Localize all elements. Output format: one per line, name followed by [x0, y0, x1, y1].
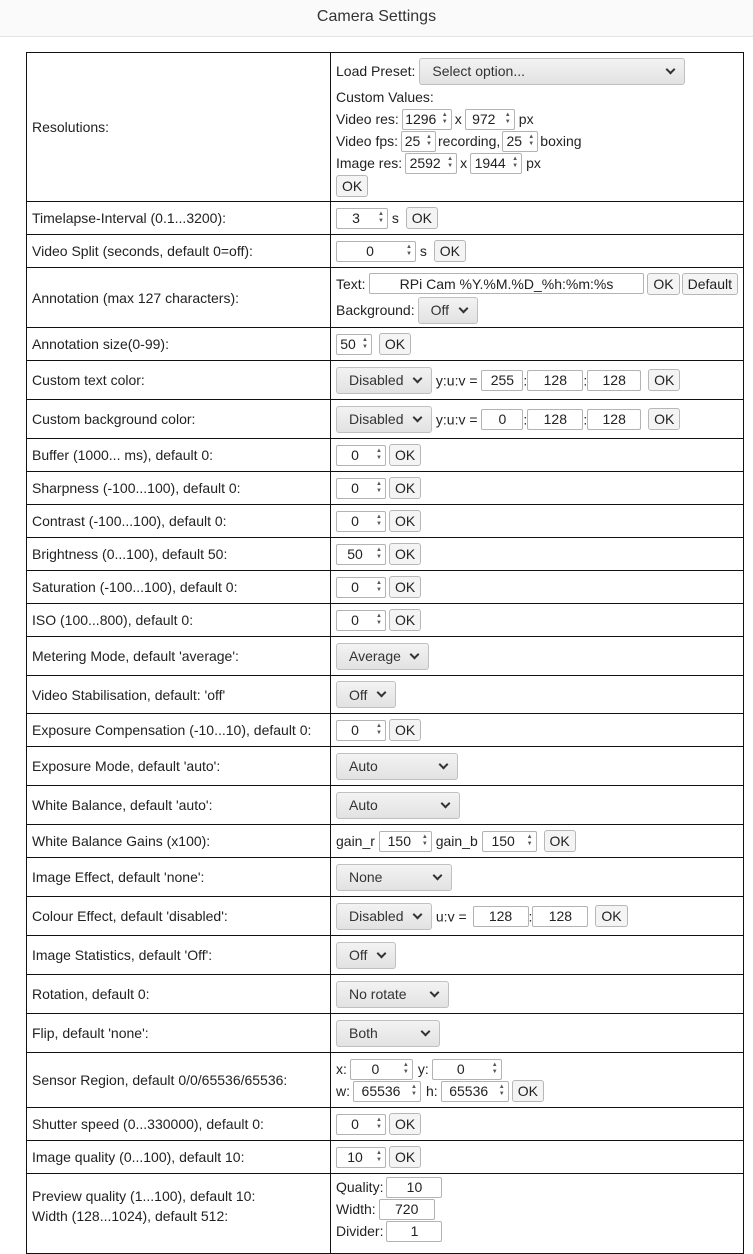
custom-text-y-value: 255	[490, 372, 515, 388]
exposure-mode-value: Auto	[349, 758, 378, 774]
label-flip: Flip, default 'none':	[27, 1014, 331, 1053]
spinner-icon[interactable]: ▲ ▼	[447, 156, 454, 169]
timelapse-value: 3	[352, 210, 360, 226]
label-preview	[27, 1174, 331, 1254]
row-image-effect	[27, 858, 744, 897]
saturation-ok-button[interactable]: OK	[389, 576, 421, 598]
colour-effect-v-value: 128	[548, 908, 573, 924]
spinner-icon[interactable]: ▲ ▼	[491, 1062, 498, 1075]
contrast-input[interactable]	[336, 511, 386, 532]
preview-quality-input[interactable]	[386, 1177, 442, 1198]
separator: :	[523, 372, 528, 388]
image-effect-value: None	[349, 869, 383, 885]
label-shutter: Shutter speed (0...330000), default 0:	[27, 1108, 331, 1141]
video-height-input[interactable]	[465, 109, 515, 130]
gain-r-input[interactable]	[379, 831, 432, 852]
recording-label: recording,	[438, 133, 501, 149]
row-flip	[27, 1014, 744, 1053]
row-wb-gains	[27, 825, 744, 858]
spinner-icon[interactable]: ▲ ▼	[376, 481, 382, 494]
chevron-down-icon	[377, 948, 387, 958]
custom-bg-color-select[interactable]	[336, 406, 432, 433]
custom-text-yuv-label: y:u:v =	[435, 372, 478, 388]
preview-quality-value: 10	[406, 1179, 423, 1195]
exposure-comp-ok-button[interactable]: OK	[389, 719, 421, 741]
spinner-icon[interactable]: ▲ ▼	[376, 1117, 382, 1130]
iso-value: 0	[351, 612, 359, 628]
white-balance-select[interactable]	[336, 792, 460, 819]
custom-bg-v-input[interactable]	[587, 409, 641, 430]
brightness-value: 50	[347, 546, 363, 562]
row-shutter	[27, 1108, 744, 1141]
colour-effect-u-value: 128	[488, 908, 513, 924]
video-split-unit: s	[419, 243, 427, 259]
video-width-value: 1296	[405, 111, 437, 127]
label-annotation-size: Annotation size(0-99):	[27, 328, 331, 361]
annotation-text-input[interactable]	[369, 273, 645, 294]
custom-text-color-select[interactable]	[336, 367, 432, 394]
custom-text-y-input[interactable]	[481, 370, 523, 391]
image-res-px: px	[526, 155, 541, 171]
label-annotation: Annotation (max 127 characters):	[27, 268, 331, 328]
load-preset-select[interactable]	[419, 58, 685, 85]
fps-recording-value: 25	[404, 133, 421, 149]
video-height-value: 972	[472, 111, 496, 127]
gain-b-value: 150	[491, 833, 515, 849]
label-sharpness: Sharpness (-100...100), default 0:	[27, 472, 331, 505]
colour-effect-u-input[interactable]	[473, 906, 529, 927]
flip-value: Both	[349, 1025, 378, 1041]
chevron-down-icon	[433, 870, 443, 880]
buffer-value: 0	[351, 447, 359, 463]
sensor-w-input[interactable]	[353, 1081, 421, 1102]
row-sensor-region	[27, 1053, 744, 1108]
row-image-statistics	[27, 936, 744, 975]
label-preview-quality: Preview quality (1...100), default 10:	[32, 1188, 256, 1204]
row-custom-text-color	[27, 361, 744, 400]
gain-r-label: gain_r	[336, 833, 375, 849]
wb-gains-ok-button[interactable]: OK	[544, 830, 576, 852]
row-exposure-mode	[27, 747, 744, 786]
row-metering	[27, 637, 744, 676]
custom-bg-v-value: 128	[602, 411, 626, 427]
row-timelapse	[27, 202, 744, 235]
video-split-value: 0	[366, 243, 374, 259]
separator: :	[583, 411, 588, 427]
image-width-input[interactable]	[405, 153, 457, 174]
stabilisation-value: Off	[349, 686, 368, 703]
preview-divider-value: 1	[410, 1223, 419, 1239]
rotation-select[interactable]	[336, 981, 449, 1008]
spinner-icon[interactable]: ▲ ▼	[362, 337, 368, 350]
exposure-comp-value: 0	[351, 722, 359, 738]
custom-bg-y-value: 0	[498, 411, 507, 427]
row-saturation	[27, 571, 744, 604]
chevron-down-icon	[666, 64, 676, 74]
label-sensor-region: Sensor Region, default 0/0/65536/65536:	[27, 1053, 331, 1108]
spinner-icon[interactable]: ▲ ▼	[526, 834, 533, 847]
image-res-label: Image res:	[336, 155, 403, 171]
custom-bg-color-ok-button[interactable]: OK	[648, 408, 680, 430]
colour-effect-mode: Disabled	[349, 908, 404, 924]
load-preset-value: Select option...	[432, 63, 526, 79]
chevron-down-icon	[430, 987, 440, 997]
row-resolutions	[27, 53, 744, 202]
row-video-split	[27, 235, 744, 268]
spinner-icon[interactable]: ▲ ▼	[406, 244, 412, 257]
shutter-value: 0	[351, 1116, 359, 1132]
preview-divider-input[interactable]	[386, 1221, 442, 1242]
spinner-icon[interactable]: ▲ ▼	[376, 1150, 382, 1163]
white-balance-value: Auto	[349, 797, 378, 813]
colour-effect-select[interactable]	[336, 903, 432, 930]
sensor-x-input[interactable]	[350, 1059, 413, 1080]
annotation-default-button[interactable]: Default	[682, 273, 738, 295]
label-rotation: Rotation, default 0:	[27, 975, 331, 1014]
annotation-background-select[interactable]	[418, 297, 478, 324]
sensor-y-input[interactable]	[432, 1059, 502, 1080]
spinner-icon[interactable]: ▲ ▼	[378, 211, 384, 224]
chevron-down-icon	[458, 303, 468, 313]
label-saturation: Saturation (-100...100), default 0:	[27, 571, 331, 604]
fps-recording-input[interactable]	[401, 131, 436, 152]
label-iso: ISO (100...800), default 0:	[27, 604, 331, 637]
timelapse-unit: s	[391, 210, 399, 226]
label-image-quality: Image quality (0...100), default 10:	[27, 1141, 331, 1174]
row-stabilisation	[27, 676, 744, 714]
custom-text-color-ok-button[interactable]: OK	[648, 369, 680, 391]
label-colour-effect: Colour Effect, default 'disabled':	[27, 897, 331, 936]
spinner-icon[interactable]: ▲ ▼	[376, 514, 382, 527]
sensor-region-ok-button[interactable]: OK	[512, 1080, 544, 1102]
video-res-px: px	[518, 111, 534, 127]
custom-text-u-input[interactable]	[527, 370, 583, 391]
image-effect-select[interactable]	[336, 864, 452, 891]
spinner-icon[interactable]: ▲ ▼	[376, 547, 382, 560]
fps-boxing-input[interactable]	[502, 131, 538, 152]
chevron-down-icon	[413, 373, 423, 383]
timelapse-ok-button[interactable]: OK	[406, 207, 438, 229]
spinner-icon[interactable]: ▲ ▼	[411, 1084, 417, 1097]
separator: :	[523, 411, 528, 427]
spinner-icon[interactable]: ▲ ▼	[504, 112, 511, 125]
page-header	[0, 0, 753, 37]
annotation-ok-button[interactable]: OK	[647, 273, 679, 295]
shutter-input[interactable]	[336, 1114, 386, 1135]
spinner-icon[interactable]: ▲ ▼	[498, 1084, 505, 1097]
image-quality-ok-button[interactable]: OK	[389, 1146, 421, 1168]
separator: :	[583, 372, 588, 388]
timelapse-input[interactable]	[336, 208, 388, 229]
spinner-icon[interactable]: ▲ ▼	[402, 1062, 409, 1075]
label-image-statistics: Image Statistics, default 'Off':	[27, 936, 331, 975]
metering-select[interactable]	[336, 643, 429, 670]
preview-width-label: Width:	[336, 1201, 376, 1217]
row-image-quality	[27, 1141, 744, 1174]
video-split-ok-button[interactable]: OK	[434, 240, 466, 262]
sensor-h-value: 65536	[449, 1083, 489, 1099]
chevron-down-icon	[377, 688, 387, 698]
spinner-icon[interactable]: ▲ ▼	[512, 156, 519, 169]
custom-text-v-input[interactable]	[587, 370, 641, 391]
chevron-down-icon	[413, 909, 423, 919]
image-statistics-value: Off	[349, 947, 368, 963]
custom-bg-u-input[interactable]	[527, 409, 583, 430]
custom-values-label: Custom Values:	[336, 89, 434, 105]
row-iso	[27, 604, 744, 637]
sensor-y-value: 0	[456, 1061, 465, 1077]
spinner-icon[interactable]: ▲ ▼	[421, 834, 428, 847]
label-timelapse: Timelapse-Interval (0.1...3200):	[27, 202, 331, 235]
preview-divider-label: Divider:	[336, 1223, 384, 1239]
spinner-icon[interactable]: ▲ ▼	[376, 613, 382, 626]
exposure-mode-select[interactable]	[336, 753, 458, 780]
sensor-x-value: 0	[371, 1061, 380, 1077]
saturation-input[interactable]	[336, 577, 386, 598]
label-buffer: Buffer (1000... ms), default 0:	[27, 439, 331, 472]
load-preset-label: Load Preset:	[336, 63, 416, 79]
label-image-effect: Image Effect, default 'none':	[27, 858, 331, 897]
row-annotation	[27, 268, 744, 328]
chevron-down-icon	[413, 412, 423, 422]
row-white-balance	[27, 786, 744, 825]
image-height-input[interactable]	[470, 153, 522, 174]
gain-r-value: 150	[387, 833, 411, 849]
row-contrast	[27, 505, 744, 538]
preview-width-value: 720	[395, 1201, 419, 1217]
label-wb-gains: White Balance Gains (x100):	[27, 825, 331, 858]
row-annotation-size	[27, 328, 744, 361]
preview-quality-label: Quality:	[336, 1179, 384, 1195]
sharpness-value: 0	[351, 480, 359, 496]
brightness-ok-button[interactable]: OK	[389, 543, 421, 565]
sensor-h-label: h:	[426, 1083, 438, 1099]
annotation-text-label: Text:	[336, 275, 366, 292]
annotation-size-input[interactable]	[336, 334, 372, 355]
custom-text-v-value: 128	[602, 372, 626, 388]
row-exposure-comp	[27, 714, 744, 747]
sensor-w-value: 65536	[361, 1083, 401, 1099]
label-white-balance: White Balance, default 'auto':	[27, 786, 331, 825]
resolutions-ok-button[interactable]: OK	[336, 175, 368, 197]
sensor-h-input[interactable]	[441, 1081, 509, 1102]
image-quality-value: 10	[347, 1149, 363, 1165]
boxing-label: boxing	[540, 133, 582, 149]
settings-table	[26, 52, 744, 1254]
image-quality-input[interactable]	[336, 1147, 386, 1168]
iso-input[interactable]	[336, 610, 386, 631]
label-video-split: Video Split (seconds, default 0=off):	[27, 235, 331, 268]
label-stabilisation: Video Stabilisation, default: 'off'	[27, 676, 331, 714]
spinner-icon[interactable]: ▲ ▼	[441, 112, 448, 125]
metering-value: Average	[349, 648, 401, 664]
preview-width-input[interactable]	[379, 1199, 435, 1220]
saturation-value: 0	[351, 579, 359, 595]
image-height-value: 1944	[474, 155, 506, 171]
row-sharpness	[27, 472, 744, 505]
annotation-size-ok-button[interactable]: OK	[379, 333, 411, 355]
sharpness-ok-button[interactable]: OK	[389, 477, 421, 499]
rotation-value: No rotate	[349, 986, 407, 1002]
row-preview	[27, 1174, 744, 1254]
sensor-w-label: w:	[336, 1083, 350, 1099]
separator: :	[528, 908, 533, 924]
custom-text-color-mode: Disabled	[349, 372, 404, 388]
buffer-ok-button[interactable]: OK	[389, 444, 421, 466]
gain-b-input[interactable]	[482, 831, 537, 852]
video-res-label: Video res:	[336, 111, 399, 127]
label-brightness: Brightness (0...100), default 50:	[27, 538, 331, 571]
label-contrast: Contrast (-100...100), default 0:	[27, 505, 331, 538]
colour-effect-v-input[interactable]	[532, 906, 588, 927]
sensor-y-label: y:	[417, 1061, 429, 1077]
image-res-x: x	[460, 155, 468, 171]
colour-effect-ok-button[interactable]: OK	[595, 905, 627, 927]
spinner-icon[interactable]: ▲ ▼	[376, 448, 382, 461]
custom-bg-y-input[interactable]	[481, 409, 523, 430]
gain-b-label: gain_b	[435, 833, 478, 849]
label-custom-text-color: Custom text color:	[27, 361, 331, 400]
custom-text-u-value: 128	[543, 372, 567, 388]
image-width-value: 2592	[409, 155, 441, 171]
image-statistics-select[interactable]	[336, 942, 396, 969]
spinner-icon[interactable]: ▲ ▼	[528, 134, 535, 147]
row-brightness	[27, 538, 744, 571]
annotation-text-value: RPi Cam %Y.%M.%D_%h:%m:%s	[399, 275, 614, 292]
annotation-size-value: 50	[340, 336, 356, 352]
video-width-input[interactable]	[402, 109, 452, 130]
sharpness-input[interactable]	[336, 478, 386, 499]
label-exposure-mode: Exposure Mode, default 'auto':	[27, 747, 331, 786]
iso-ok-button[interactable]: OK	[389, 609, 421, 631]
custom-bg-u-value: 128	[543, 411, 567, 427]
label-exposure-comp: Exposure Compensation (-10...10), default 0:	[27, 714, 331, 747]
row-rotation	[27, 975, 744, 1014]
video-split-input[interactable]	[336, 241, 416, 262]
row-buffer	[27, 439, 744, 472]
annotation-background-value: Off	[430, 302, 450, 318]
shutter-ok-button[interactable]: OK	[389, 1113, 421, 1135]
video-fps-label: Video fps:	[336, 133, 399, 149]
spinner-icon[interactable]: ▲ ▼	[426, 134, 432, 147]
custom-bg-yuv-label: y:u:v =	[435, 411, 478, 427]
exposure-comp-input[interactable]	[336, 720, 386, 741]
colour-effect-uv-label: u:v =	[435, 908, 467, 924]
contrast-value: 0	[351, 513, 359, 529]
chevron-down-icon	[421, 1026, 431, 1036]
stabilisation-select[interactable]	[336, 681, 396, 708]
row-colour-effect	[27, 897, 744, 936]
chevron-down-icon	[441, 798, 451, 808]
label-preview-width: Width (128...1024), default 512:	[32, 1208, 229, 1224]
chevron-down-icon	[439, 759, 449, 769]
spinner-icon[interactable]: ▲ ▼	[376, 580, 382, 593]
buffer-input[interactable]	[336, 445, 386, 466]
page-title: Camera Settings	[316, 8, 437, 25]
custom-bg-color-mode: Disabled	[349, 411, 404, 427]
sensor-x-label: x:	[336, 1061, 347, 1077]
contrast-ok-button[interactable]: OK	[389, 510, 421, 532]
spinner-icon[interactable]: ▲ ▼	[376, 723, 382, 736]
label-metering: Metering Mode, default 'average':	[27, 637, 331, 676]
fps-boxing-value: 25	[506, 133, 523, 149]
annotation-background-label: Background:	[336, 302, 415, 318]
video-res-x: x	[454, 111, 462, 127]
brightness-input[interactable]	[336, 544, 386, 565]
chevron-down-icon	[410, 649, 420, 659]
label-custom-bg-color: Custom background color:	[27, 400, 331, 439]
row-custom-bg-color	[27, 400, 744, 439]
flip-select[interactable]	[336, 1020, 440, 1047]
label-resolutions: Resolutions:	[27, 53, 331, 202]
